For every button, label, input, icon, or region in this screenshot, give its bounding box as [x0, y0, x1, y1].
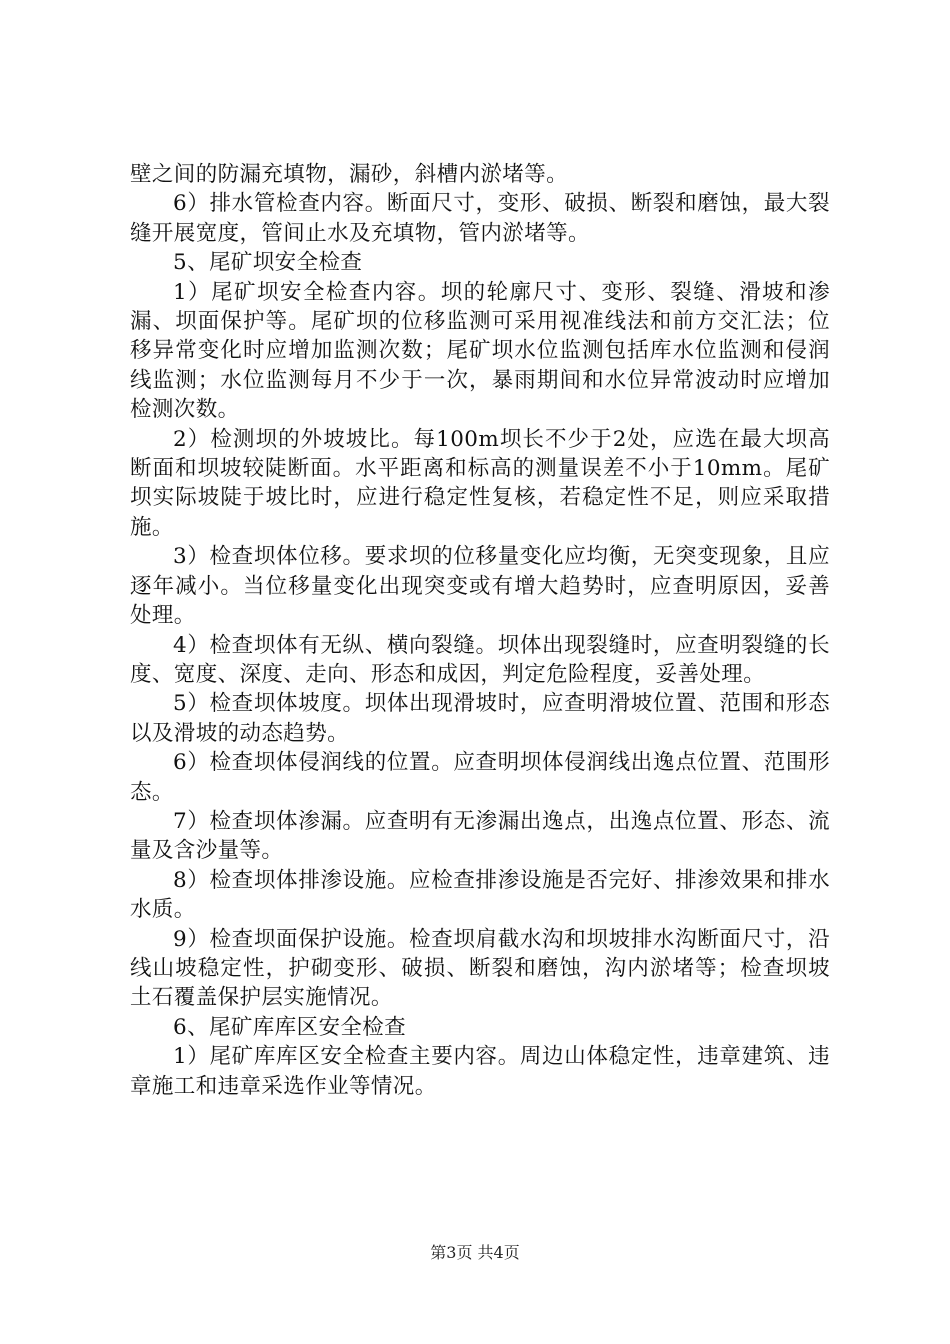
document-body: [130, 160, 830, 1101]
paragraph: 6）排水管检查内容。断面尺寸，变形、破损、断裂和磨蚀，最大裂缝开展宽度，管间止水及充填物，管内淤堵等。: [130, 191, 830, 246]
section-heading: 5、尾矿坝安全检查: [173, 250, 363, 276]
paragraph: 4）检查坝体有无纵、横向裂缝。坝体出现裂缝时，应查明裂缝的长度、宽度、深度、走向、形态和成因，判定危险程度，妥善处理。: [130, 632, 830, 687]
section-heading: 6、尾矿库库区安全检查: [173, 1014, 407, 1040]
paragraph: 1）尾矿坝安全检查内容。坝的轮廓尺寸、变形、裂缝、滑坡和渗漏、坝面保护等。尾矿坝的位移监测可采用视准线法和前方交汇法；位移异常变化时应增加监测次数；尾矿坝水位监测包括库水位监测和侵润线监测；水位监测每月不少于一次，暴雨期间和水位异常波动时应增加检测次数。: [130, 279, 830, 423]
page-number: 第3页 共4页: [430, 1243, 520, 1262]
paragraph: 8）检查坝体排渗设施。应检查排渗设施是否完好、排渗效果和排水水质。: [130, 867, 830, 923]
paragraph: 9）检查坝面保护设施。检查坝肩截水沟和坝坡排水沟断面尺寸，沿线山坡稳定性，护砌变形、破损、断裂和磨蚀，沟内淤堵等；检查坝坡土石覆盖保护层实施情况。: [130, 926, 830, 1011]
paragraph: 1）尾矿库库区安全检查主要内容。周边山体稳定性，违章建筑、违章施工和违章采选作业等情况。: [130, 1044, 830, 1099]
paragraph: 壁之间的防漏充填物，漏砂，斜槽内淤堵等。: [130, 162, 569, 187]
paragraph: 3）检查坝体位移。要求坝的位移量变化应均衡，无突变现象，且应逐年减小。当位移量变化出现突变或有增大趋势时，应查明原因，妥善处理。: [130, 544, 830, 629]
page-footer: [0, 1243, 950, 1263]
paragraph: 5）检查坝体坡度。坝体出现滑坡时，应查明滑坡位置、范围和形态以及滑坡的动态趋势。: [130, 691, 830, 746]
paragraph: 6）检查坝体侵润线的位置。应查明坝体侵润线出逸点位置、范围形态。: [130, 750, 830, 805]
paragraph: 2）检测坝的外坡坡比。每100m坝长不少于2处，应选在最大坝高断面和坝坡较陡断面。水平距离和标高的测量误差不小于10mm。尾矿坝实际坡陡于坡比时，应进行稳定性复核，若稳定性不足，则应采取措施。: [130, 426, 830, 540]
paragraph: 7）检查坝体渗漏。应查明有无渗漏出逸点，出逸点位置、形态、流量及含沙量等。: [130, 808, 830, 864]
